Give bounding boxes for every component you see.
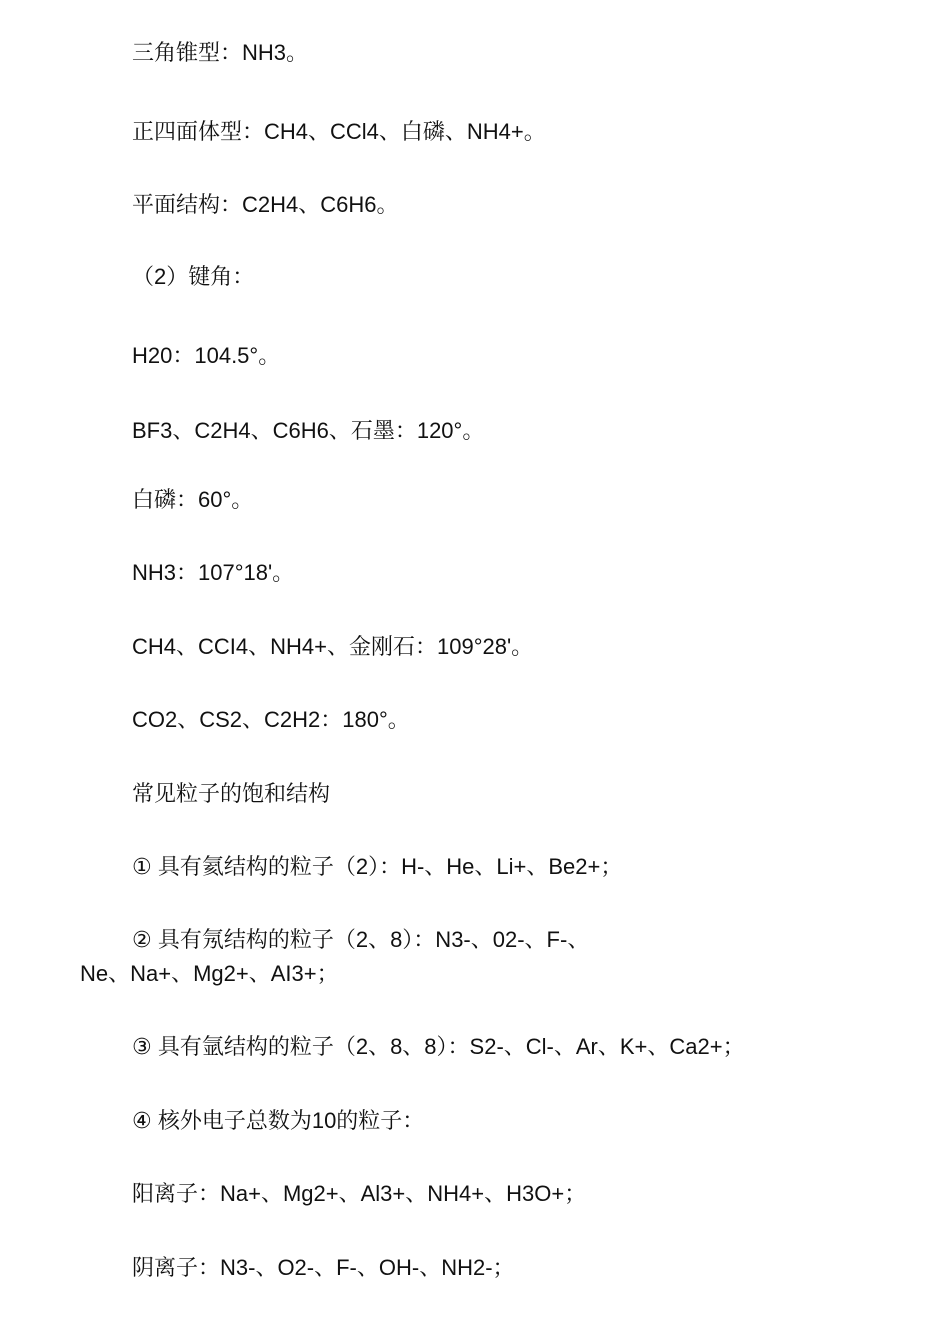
text-line-shape-planar: 平面结构：C2H4、C6H6。 [132, 192, 399, 217]
text-line-saturated-structure-heading: 常见粒子的饱和结构 [132, 781, 331, 806]
text-line-angle-120: BF3、C2H4、C6H6、石墨：120°。 [132, 418, 485, 443]
text-line-shape-tetrahedral: 正四面体型：CH4、CCl4、白磷、NH4+。 [132, 119, 546, 144]
text-line-cations: 阳离子：Na+、Mg2+、Al3+、NH4+、H3O+； [132, 1181, 587, 1206]
text-line-angle-180: CO2、CS2、C2H2：180°。 [132, 707, 410, 732]
text-line-angle-h2o: H20：104.5°。 [132, 343, 281, 368]
text-line-angle-nh3: NH3：107°18'。 [132, 560, 295, 585]
text-line-neon-structure: ② 具有氖结构的粒子（2、8）：N3-、02-、F-、 [132, 927, 590, 952]
text-line-angle-60: 白磷：60°。 [132, 487, 254, 512]
text-line-neon-structure-continued: Ne、Na+、Mg2+、AI3+； [80, 961, 339, 986]
text-line-shape-trigonal-pyramid: 三角锥型：NH3。 [132, 40, 309, 65]
text-line-anions: 阴离子：N3-、O2-、F-、OH-、NH2-； [132, 1255, 515, 1280]
text-line-angle-109: CH4、CCI4、NH4+、金刚石：109°28'。 [132, 634, 534, 659]
text-line-bond-angle-heading: （2）键角： [132, 264, 255, 289]
text-line-ten-electron-heading: ④ 核外电子总数为10的粒子： [132, 1108, 425, 1133]
text-line-helium-structure: ① 具有氦结构的粒子（2）：H-、He、Li+、Be2+； [132, 854, 623, 879]
text-line-argon-structure: ③ 具有氩结构的粒子（2、8、8）：S2-、Cl-、Ar、K+、Ca2+； [132, 1034, 745, 1059]
